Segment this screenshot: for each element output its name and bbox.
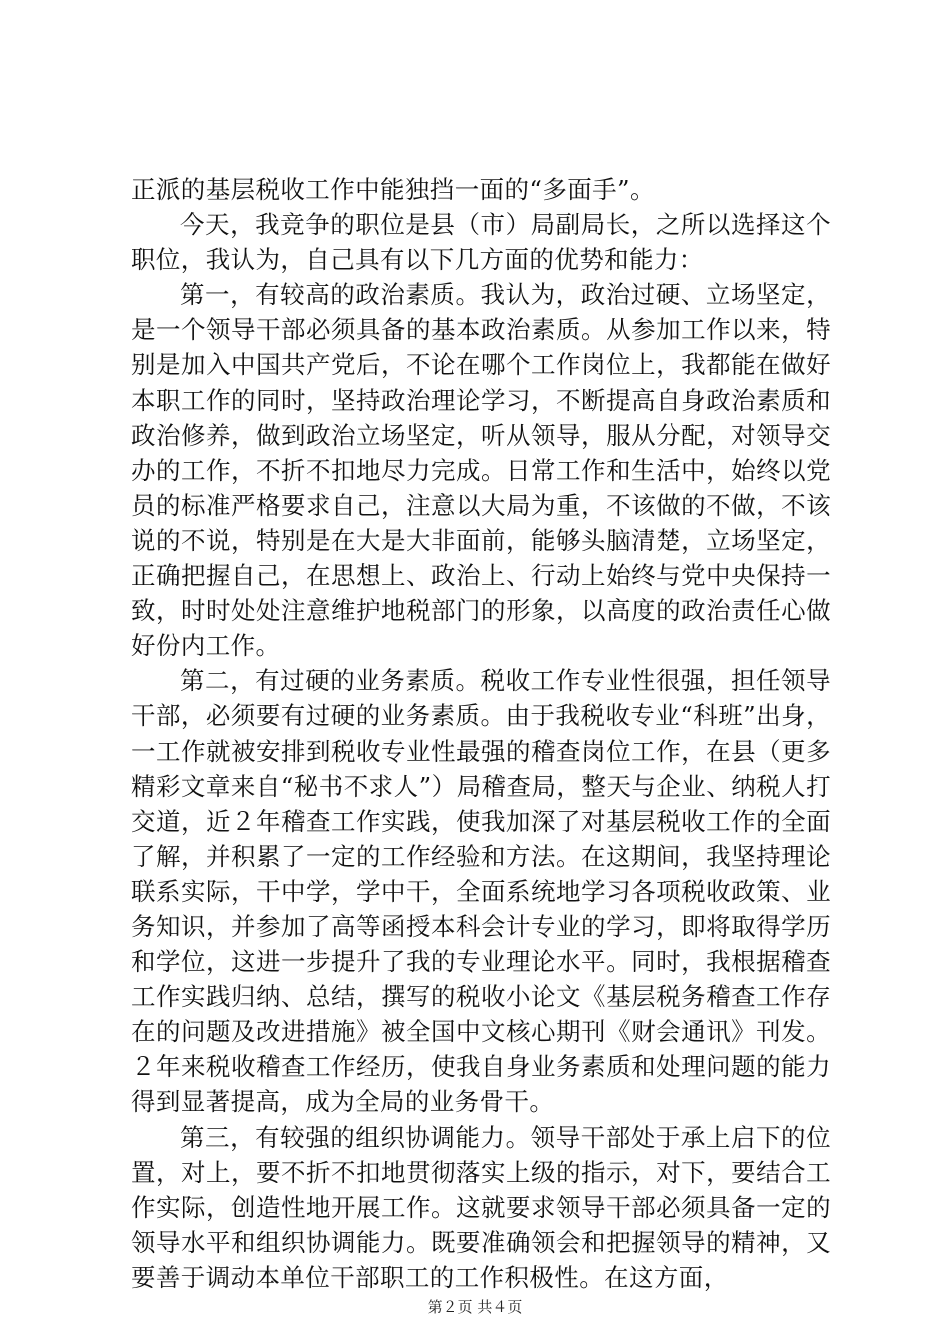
paragraph-continued: 正派的基层税收工作中能独挡一面的“多面手”。: [131, 175, 655, 204]
paragraph-coordination-ability: 第三，有较强的组织协调能力。领导干部处于承上启下的位置，对上，要不折不扣地贯彻落实上级的指示，对下，要结合工作实际，创造性地开展工作。这就要求领导干部必须具备一定的领导水平和组织协调能力。既要准确领会和把握领导的精神，又要善于调动本单位干部职工的工作积极性。在这方面，: [131, 1122, 831, 1292]
document-body: [131, 172, 831, 1295]
paragraph-intro: 今天，我竞争的职位是县（市）局副局长，之所以选择这个职位，我认为，自己具有以下几方面的优势和能力：: [131, 210, 831, 275]
paragraph-political-quality: 第一，有较高的政治素质。我认为，政治过硬、立场坚定，是一个领导干部必须具备的基本政治素质。从参加工作以来，特别是加入中国共产党后，不论在哪个工作岗位上，我都能在做好本职工作的同时，坚持政治理论学习，不断提高自身政治素质和政治修养，做到政治立场坚定，听从领导，服从分配，对领导交办的工作，不折不扣地尽力完成。日常工作和生活中，始终以党员的标准严格要求自己，注意以大局为重，不该做的不做，不该说的不说，特别是在大是大非面前，能够头脑清楚，立场坚定，正确把握自己，在思想上、政治上、行动上始终与党中央保持一致，时时处处注意维护地税部门的形象，以高度的政治责任心做好份内工作。: [131, 280, 831, 661]
paragraph-business-quality: 第二，有过硬的业务素质。税收工作专业性很强，担任领导干部，必须要有过硬的业务素质。由于我税收专业“科班”出身，一工作就被安排到税收专业性最强的稽查岗位工作，在县（更多精彩文章来自“秘书不求人”）局稽查局，整天与企业、纳税人打交道，近２年稽查工作实践，使我加深了对基层税收工作的全面了解，并积累了一定的工作经验和方法。在这期间，我坚持理论联系实际，干中学，学中干，全面系统地学习各项税收政策、业务知识，并参加了高等函授本科会计专业的学习，即将取得学历和学位，这进一步提升了我的专业理论水平。同时，我根据稽查工作实践归纳、总结，撰写的税收小论文《基层税务稽查工作存在的问题及改进措施》被全国中文核心期刊《财会通讯》刊发。２年来税收稽查工作经历，使我自身业务素质和处理问题的能力得到显著提高，成为全局的业务骨干。: [131, 666, 831, 1117]
page-footer: 第２页 共４页: [427, 1298, 523, 1316]
